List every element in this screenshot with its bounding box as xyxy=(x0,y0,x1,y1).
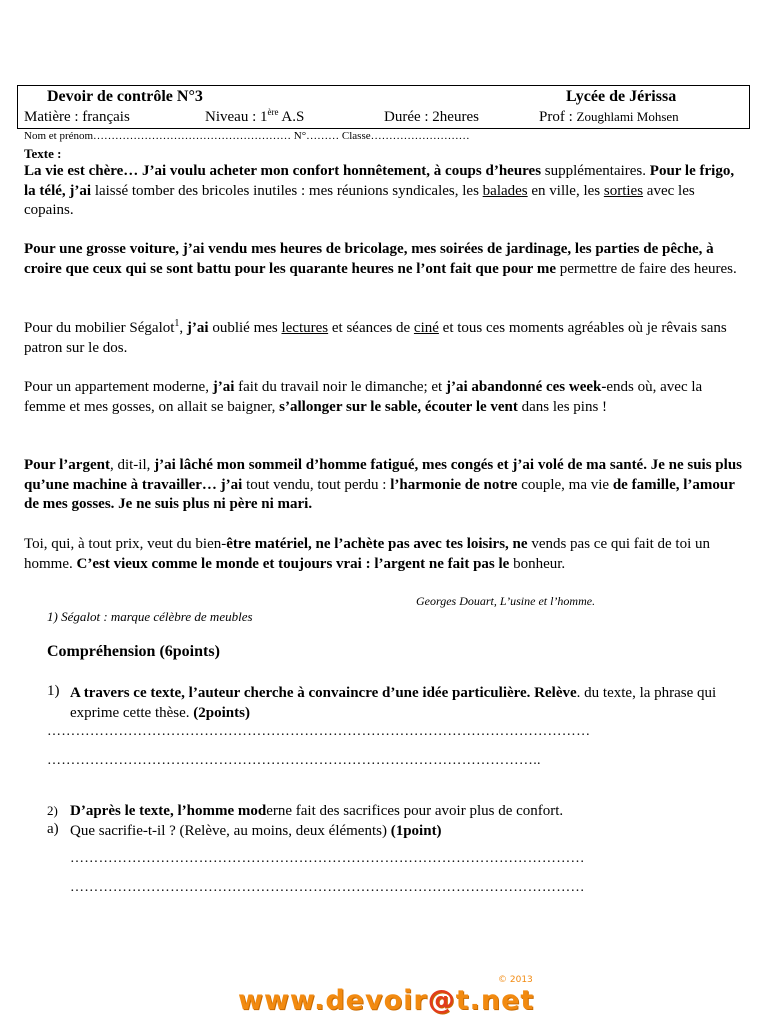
text-run: permettre de faire des heures. xyxy=(555,260,737,277)
text-run: laissé tomber des bricoles inutiles : mes réunions syndicales, les xyxy=(91,182,483,199)
text-run: couple, ma vie xyxy=(517,476,613,493)
q1-text xyxy=(70,683,740,723)
text-run: être matériel, ne l’achète pas avec tes loisirs, ne xyxy=(226,536,528,552)
text-run: lectures xyxy=(281,320,329,336)
footer-logo-prefix: www.devoir xyxy=(238,985,428,1016)
level xyxy=(205,109,304,126)
level-sup: ère xyxy=(267,107,279,117)
student-info-line: Nom et prénom……………………………………………… N°……… Classe……………………… xyxy=(24,130,470,142)
text-run: dans les pins ! xyxy=(517,398,608,415)
text-run: . du texte, la phrase qui exprime cette thèse. xyxy=(70,685,717,721)
text-run: j’ai lâché mon sommeil d’homme fatigué, mes congés et j’ai volé de ma santé. Je ne suis plus qu’une machine à travailler… j’ai xyxy=(24,457,742,493)
q2a-text xyxy=(70,821,740,841)
paragraph-6 xyxy=(24,535,746,574)
paragraph-1 xyxy=(24,162,746,221)
text-run: D’après le texte, l’homme mod xyxy=(70,803,267,819)
prof-label: Prof : xyxy=(539,109,577,125)
text-run: bonheur. xyxy=(509,555,566,572)
q1-answer-line-2[interactable]: ………………………………………………………………………………………….. xyxy=(47,753,541,768)
text-run: C’est vieux comme le monde et toujours vrai : l’argent ne fait pas le xyxy=(76,555,510,572)
text-run: , dit-il, xyxy=(109,457,155,473)
text-run: l’harmonie de notre xyxy=(390,476,518,493)
text-run: Toi, qui, à tout prix, veut du bien- xyxy=(24,536,227,552)
paragraph-5 xyxy=(24,456,746,515)
text-run: en ville, les xyxy=(527,182,604,199)
prof-name: Zoughlami Mohsen xyxy=(576,109,679,124)
text-label: Texte : xyxy=(24,146,62,161)
text-run: j’ai xyxy=(186,320,209,336)
text-source: Georges Douart, L’usine et l’homme. xyxy=(416,594,596,608)
footer-logo-suffix: t.net xyxy=(455,985,535,1016)
footer-logo xyxy=(238,985,534,1016)
exam-title: Devoir de contrôle N°3 xyxy=(47,88,203,105)
q2a-answer-line-2[interactable]: ……………………………………………………………………………………………… xyxy=(70,880,585,895)
text-run: sorties xyxy=(603,182,644,199)
text-run: j’ai xyxy=(212,379,235,395)
text-run: supplémentaires. xyxy=(541,163,650,179)
paragraph-2 xyxy=(24,240,746,279)
text-run: , xyxy=(179,320,187,336)
text-run: Que sacrifie-t-il ? (Relève, au moins, deux éléments) xyxy=(70,823,391,839)
professor xyxy=(539,109,679,126)
text-run: balades xyxy=(482,182,528,199)
text-run: et séances de xyxy=(328,320,414,336)
footer-logo-at: @ xyxy=(427,985,456,1016)
q1-answer-line-1[interactable]: …………………………………………………………………………………………………… xyxy=(47,724,591,739)
text-run: s’allonger sur le sable, écouter le vent xyxy=(279,398,518,415)
text-run: Pour une grosse voiture, j’ai vendu mes heures de bricolage, mes soirées de jardinage, les parties de pêche, à croire que ceux qui se sont battu pour les quarante heures ne l’ont fait que pour me xyxy=(24,241,714,277)
text-run: ends où, avec la femme et mes gosses, on allait se baigner, xyxy=(24,379,703,415)
level-prefix: Niveau : 1 xyxy=(205,109,268,125)
paragraph-4 xyxy=(24,378,746,417)
q2-number: 2) xyxy=(47,803,58,818)
subject: Matière : français xyxy=(24,109,130,125)
text-run: (2points) xyxy=(193,705,250,721)
text-run: Pour du mobilier Ségalot xyxy=(24,320,175,336)
text-run: (1point) xyxy=(390,823,442,839)
duration: Durée : 2heures xyxy=(384,109,479,125)
text-run: j’ai abandonné ces week- xyxy=(445,379,607,395)
school-name: Lycée de Jérissa xyxy=(566,88,677,105)
text-run: A travers ce texte, l’auteur cherche à convaincre d’une idée particulière. Relève xyxy=(70,685,577,701)
q1-number: 1) xyxy=(47,683,60,699)
paragraph-3 xyxy=(24,319,746,358)
text-run: Pour l’argent xyxy=(24,457,110,473)
footer-year: © 2013 xyxy=(498,975,533,985)
text-run: erne fait des sacrifices pour avoir plus de confort. xyxy=(266,803,564,819)
text-run: fait du travail noir le dimanche; et xyxy=(234,379,446,395)
text-run: vends pas ce qui fait de toi un homme. xyxy=(24,536,711,572)
text-run: 1 xyxy=(174,318,180,329)
text-run: ciné xyxy=(413,320,439,336)
text-run: oublié mes xyxy=(208,320,282,336)
comprehension-title: Compréhension (6points) xyxy=(47,643,220,660)
text-run: Pour un appartement moderne, xyxy=(24,379,213,395)
text-run: et tous ces moments agréables où je rêvais sans patron sur le dos. xyxy=(24,320,727,356)
level-suffix: A.S xyxy=(278,109,305,125)
text-run: Pour le frigo, la télé, j’ai xyxy=(24,163,735,199)
text-run: La vie est chère… J’ai voulu acheter mon confort honnêtement, à coups d’heures xyxy=(24,163,542,179)
q2a-number: a) xyxy=(47,821,59,837)
text-run: tout vendu, tout perdu : xyxy=(242,476,391,493)
text-run: avec les copains. xyxy=(24,182,695,218)
footnote: 1) Ségalot : marque célèbre de meubles xyxy=(47,609,253,624)
q2a-answer-line-1[interactable]: ……………………………………………………………………………………………… xyxy=(70,851,585,866)
q2-text xyxy=(70,801,740,821)
text-run: de famille, l’amour de mes gosses. Je ne suis plus ni père ni mari. xyxy=(24,476,735,512)
